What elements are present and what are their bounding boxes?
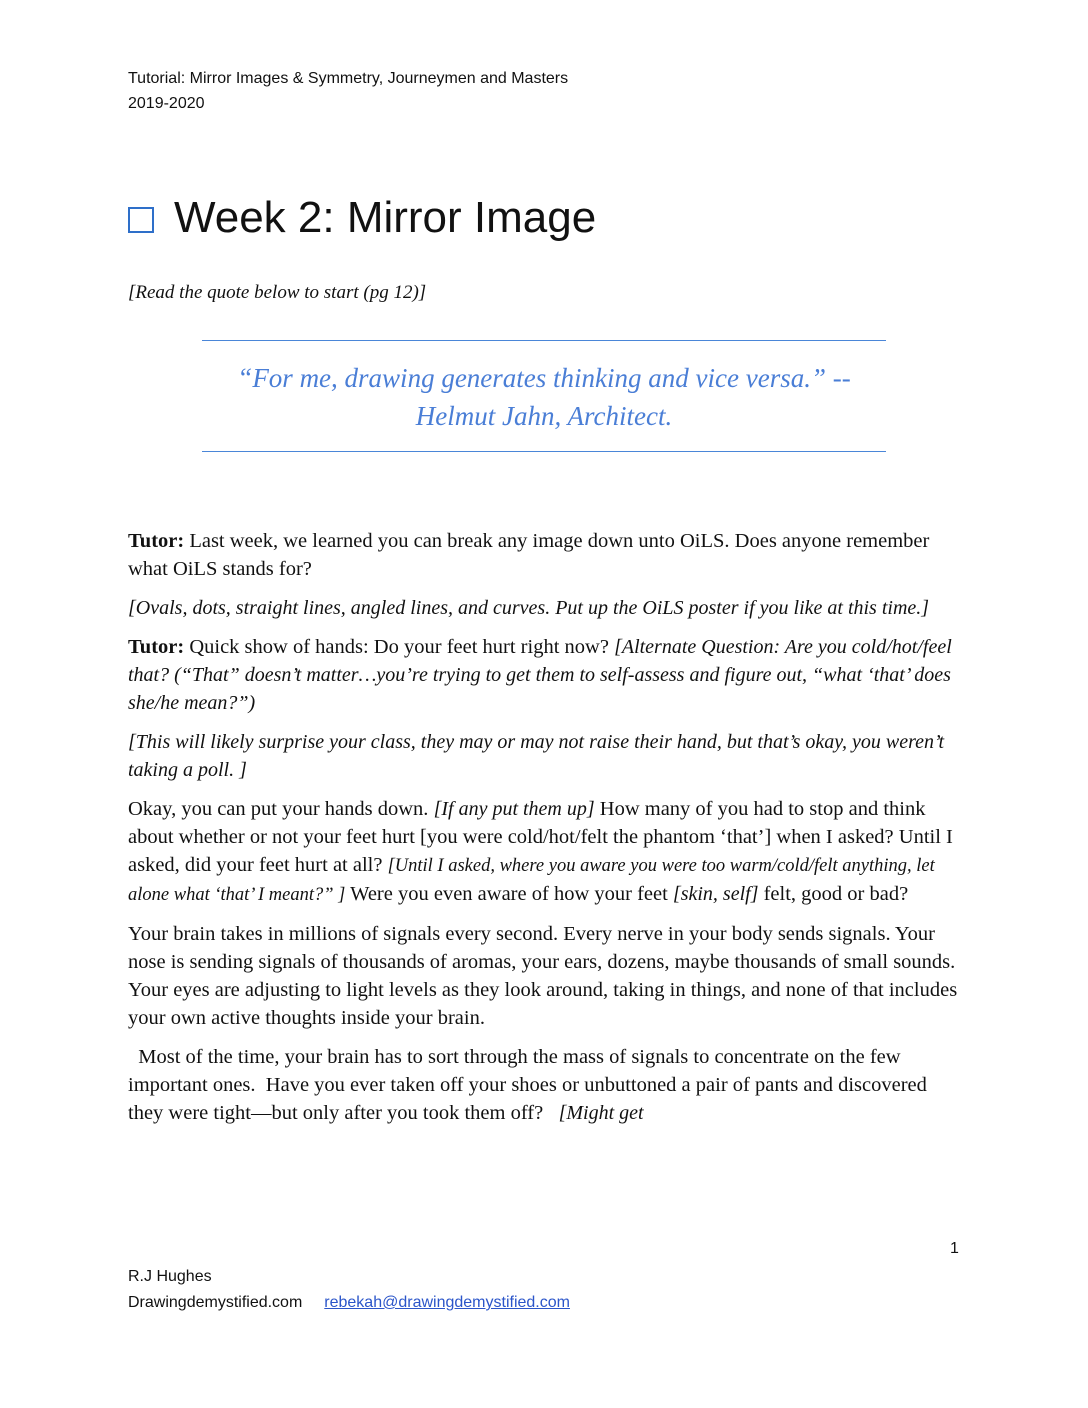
paragraph-3 [128, 633, 960, 717]
quote-line-1: “For me, drawing generates thinking and vice versa.” -- [237, 363, 851, 393]
email-link[interactable]: rebekah@drawingdemystified.com [324, 1294, 570, 1311]
paragraph-1 [128, 527, 960, 583]
paragraph-text: How many of you had to stop and think about whether or not your feet hurt [you were cold/hot/felt the phantom ‘that’] when I asked? Until I asked, did your feet hurt at all? [128, 798, 953, 876]
footer-site: Drawingdemystified.com [128, 1294, 303, 1311]
paragraph-text: Most of the time, your brain has to sort through the mass of signals to concentrate on the few important ones. Have you ever taken off your shoes or unbuttoned a pair of pants and discovered they were tight—but only after you took them off? [128, 1046, 933, 1124]
paragraph-italic: [Might get [558, 1102, 644, 1124]
checkbox-icon[interactable] [128, 207, 154, 233]
page-footer [128, 1264, 570, 1316]
quote-text [202, 359, 886, 435]
footer-author: R.J Hughes [128, 1268, 212, 1285]
body-content [128, 527, 960, 1138]
paragraph-2: [Ovals, dots, straight lines, angled lines, and curves. Put up the OiLS poster if you like at this time.] [128, 597, 930, 619]
paragraph-italic: [Until I asked, where you aware you were too warm/cold/felt anything, let alone what ‘that’ I meant?” ] [128, 856, 935, 905]
quote-line-2: Helmut Jahn, Architect. [415, 401, 673, 431]
instruction-text: [Read the quote below to start (pg 12)] [128, 282, 427, 303]
page-title [128, 190, 596, 246]
page-header [128, 66, 568, 116]
header-title: Tutorial: Mirror Images & Symmetry, Journeymen and Masters [128, 70, 569, 87]
title-text: Week 2: Mirror Image [174, 193, 597, 242]
footer-contact [128, 1290, 570, 1316]
paragraph-italic: [If any put them up] [433, 798, 595, 820]
quote-block [202, 340, 886, 452]
paragraph-text: felt, good or bad? [758, 883, 909, 905]
paragraph-6: Your brain takes in millions of signals every second. Every nerve in your body sends signals. Your nose is sending signals of thousands of aromas, your ears, dozens, maybe thousands of small sounds. Your eyes are adjusting to light levels as they look around, taking in things, and none of that includes your own active thoughts inside your brain. [128, 923, 958, 1029]
paragraph-7 [128, 1043, 960, 1127]
tutor-label: Tutor: [128, 636, 185, 658]
tutor-label: Tutor: [128, 530, 185, 552]
paragraph-4: [This will likely surprise your class, they may or may not raise their hand, but that’s okay, you weren’t taking a poll. ] [128, 731, 945, 781]
paragraph-text: Okay, you can put your hands down. [128, 798, 434, 820]
page-number: 1 [950, 1240, 959, 1257]
paragraph-5 [128, 795, 960, 909]
paragraph-text: Quick show of hands: Do your feet hurt right now? [184, 636, 615, 658]
paragraph-text: Last week, we learned you can break any image down unto OiLS. Does anyone remember what OiLS stands for? [128, 530, 930, 580]
paragraph-italic: [skin, self] [672, 883, 759, 905]
header-year: 2019-2020 [128, 95, 205, 112]
paragraph-text: Were you even aware of how your feet [345, 883, 673, 905]
paragraph-italic: [Alternate Question: Are you cold/hot/feel that? (“That” doesn’t matter…you’re trying to get them to self-assess and figure out, “what ‘that’ does she/he mean?”) [128, 636, 952, 714]
